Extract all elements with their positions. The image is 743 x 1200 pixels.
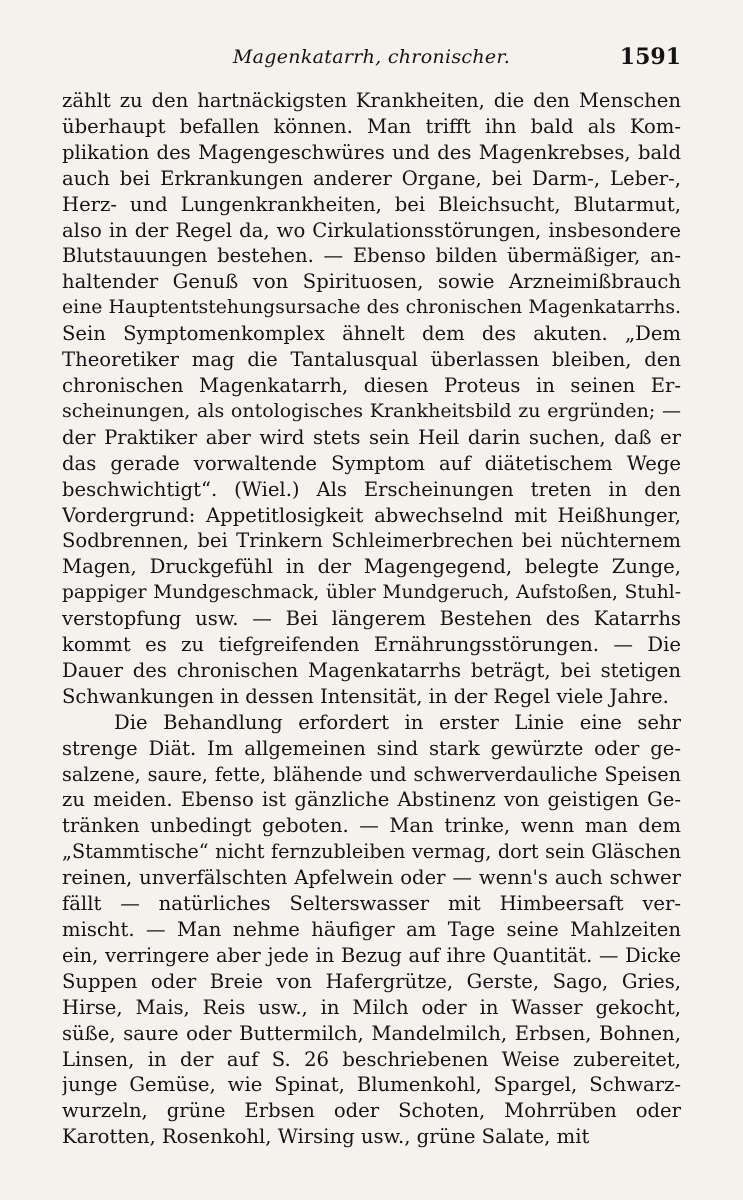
text-line: Hirse, Mais, Reis usw., in Milch oder in Wasser gekocht, — [62, 995, 681, 1019]
text-line: Dauer des chronischen Magenkatarrhs beträgt, bei stetigen — [62, 658, 681, 682]
text-line: salzene, saure, fette, blähende und schwerverdauliche Speisen — [62, 762, 681, 786]
text-line: Linsen, in der auf S. 26 beschriebenen Weise zubereitet, — [62, 1047, 681, 1071]
running-title: Magenkatarrh, chronischer. — [232, 46, 511, 68]
text-line: Sodbrennen, bei Trinkern Schleimerbrechen bei nüchternem — [62, 529, 681, 553]
text-line: pappiger Mundgeschmack, übler Mundgeruch, Aufstoßen, Stuhl- — [62, 582, 681, 604]
text-line: zu meiden. Ebenso ist gänzliche Abstinenz von geistigen Ge- — [62, 788, 681, 812]
text-line: fällt — natürliches Selterswasser mit Himbeersaft ver- — [62, 892, 681, 916]
text-line: reinen, unverfälschten Apfelwein oder — wenn's auch schwer — [62, 866, 681, 890]
text-line: Schwankungen in dessen Intensität, in der Regel viele Jahre. — [62, 684, 669, 708]
text-line: plikation des Magengeschwüres und des Magenkrebses, bald — [62, 140, 681, 164]
text-line: Blutstauungen bestehen. — Ebenso bilden übermäßiger, an- — [62, 244, 681, 268]
text-line: Vordergrund: Appetitlosigkeit abwechselnd mit Heißhunger, — [62, 503, 681, 527]
text-line: Magen, Druckgefühl in der Magengegend, belegte Zunge, — [62, 555, 681, 579]
text-line: Herz- und Lungenkrankheiten, bei Bleichsucht, Blutarmut, — [62, 192, 681, 216]
text-line: süße, saure oder Buttermilch, Mandelmilch, Erbsen, Bohnen, — [62, 1021, 681, 1045]
text-line: verstopfung usw. — Bei längerem Bestehen des Katarrhs — [62, 607, 681, 631]
text-line: strenge Diät. Im allgemeinen sind stark gewürzte oder ge- — [62, 736, 681, 760]
paragraph — [62, 88, 681, 710]
text-line: der Praktiker aber wird stets sein Heil darin suchen, daß er — [62, 425, 681, 449]
text-line: tränken unbedingt geboten. — Man trinke, wenn man dem — [62, 814, 681, 838]
text-line: wurzeln, grüne Erbsen oder Schoten, Mohrrüben oder — [62, 1099, 681, 1123]
text-line: „Stammtische“ nicht fernzubleiben vermag, dort sein Gläschen — [62, 840, 681, 864]
text-line: Suppen oder Breie von Hafergrütze, Gerste, Sago, Gries, — [62, 969, 681, 993]
text-line: das gerade vorwaltende Symptom auf diätetischem Wege — [62, 451, 681, 475]
body-text — [62, 88, 681, 1150]
text-line: kommt es zu tiefgreifenden Ernährungsstörungen. — Die — [62, 633, 681, 657]
text-line: mischt. — Man nehme häufiger am Tage seine Mahlzeiten — [62, 918, 681, 941]
running-head — [62, 40, 681, 80]
text-line: eine Hauptentstehungsursache des chronischen Magenkatarrhs. — [62, 297, 681, 319]
text-line: auch bei Erkrankungen anderer Organe, bei Darm-, Leber-, — [62, 166, 681, 190]
text-line: zählt zu den hartnäckigsten Krankheiten, die den Menschen — [62, 89, 681, 112]
page-number: 1591 — [619, 44, 681, 70]
text-line: überhaupt befallen können. Man trifft ihn bald als Kom- — [62, 114, 681, 138]
text-line: ein, verringere aber jede in Bezug auf ihre Quantität. — Dicke — [62, 943, 681, 967]
text-line: scheinungen, als ontologisches Krankheitsbild zu ergründen; — — [62, 399, 681, 422]
text-line: Die Behandlung erfordert in erster Linie eine sehr — [114, 710, 681, 734]
text-line: Karotten, Rosenkohl, Wirsing usw., grüne Salate, mit — [62, 1125, 590, 1149]
text-line: also in der Regel da, wo Cirkulationsstörungen, insbesondere — [62, 218, 681, 242]
text-line: haltender Genuß von Spirituosen, sowie Arzneimißbrauch — [62, 270, 681, 294]
paragraph — [62, 710, 681, 1150]
text-line: Sein Symptomenkomplex ähnelt dem des akuten. „Dem — [62, 322, 681, 346]
text-line: junge Gemüse, wie Spinat, Blumenkohl, Spargel, Schwarz- — [62, 1073, 681, 1097]
text-line: Theoretiker mag die Tantalusqual überlassen bleiben, den — [62, 348, 681, 372]
text-line: chronischen Magenkatarrh, diesen Proteus in seinen Er- — [62, 373, 681, 397]
text-line: beschwichtigt“. (Wiel.) Als Erscheinungen treten in den — [62, 477, 681, 501]
